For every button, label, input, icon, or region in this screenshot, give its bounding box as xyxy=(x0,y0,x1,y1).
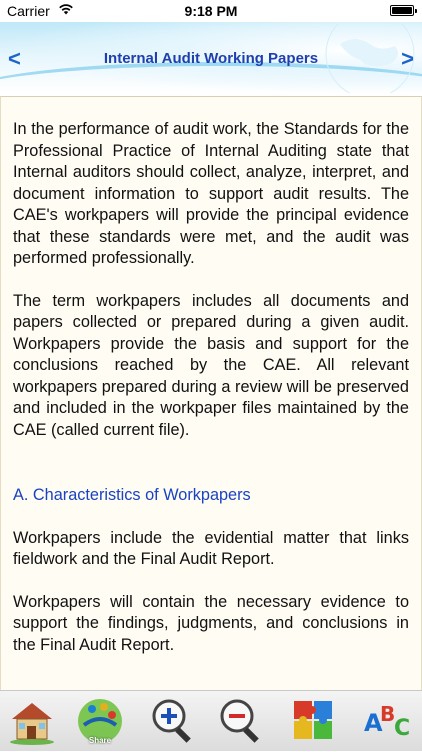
paragraph: In the performance of audit work, the Standards for the Professional Practice of Internal Auditing state that Internal auditors should collect, analyze, interpret, and document information to support audit results. The CAE's workpapers will provide the principal evidence that these standards were met, and the audit was performed professionally. xyxy=(13,120,409,267)
bottom-toolbar xyxy=(0,690,422,751)
paragraph: Workpapers include the evidential matter that links fieldwork and the Final Audit Report. xyxy=(13,528,409,568)
zoom-in-icon xyxy=(146,695,198,747)
share-label: Share xyxy=(88,736,112,745)
home-button[interactable] xyxy=(6,695,58,747)
svg-text:C: C xyxy=(394,716,411,741)
puzzle-icon xyxy=(288,695,340,747)
paragraph: The term workpapers includes all documents and papers collected or prepared during a given audit. Workpapers provide the basis and support for the conclusions reached by the CAE. All relevant workpapers prepared during a review will be preserved and included in the workpaper files maintained by the CAE (called current file). xyxy=(13,291,409,439)
share-button[interactable] xyxy=(74,695,126,747)
header xyxy=(0,22,422,93)
next-page-button[interactable] xyxy=(401,46,414,72)
zoom-out-icon xyxy=(214,695,266,747)
zoom-in-button[interactable] xyxy=(146,695,198,747)
paragraph: Workpapers will contain the necessary evidence to support the findings, judgments, and conclusions in the Final Audit Report. xyxy=(13,592,409,654)
chevron-right-icon: > xyxy=(401,46,414,71)
chevron-left-icon: < xyxy=(8,46,21,71)
clock: 9:18 PM xyxy=(184,3,238,19)
content-area[interactable] xyxy=(0,96,422,690)
svg-text:B: B xyxy=(380,702,396,726)
zoom-out-button[interactable] xyxy=(214,695,266,747)
svg-text:A: A xyxy=(364,709,383,737)
carrier-label: Carrier xyxy=(7,3,50,19)
abc-button[interactable] xyxy=(362,695,414,747)
battery-icon xyxy=(390,5,414,16)
page-title: Internal Audit Working Papers xyxy=(103,50,319,67)
status-bar xyxy=(0,0,422,22)
section-heading: A. Characteristics of Workpapers xyxy=(13,486,251,504)
home-icon xyxy=(6,695,58,747)
puzzle-button[interactable] xyxy=(288,695,340,747)
abc-icon xyxy=(362,695,414,747)
